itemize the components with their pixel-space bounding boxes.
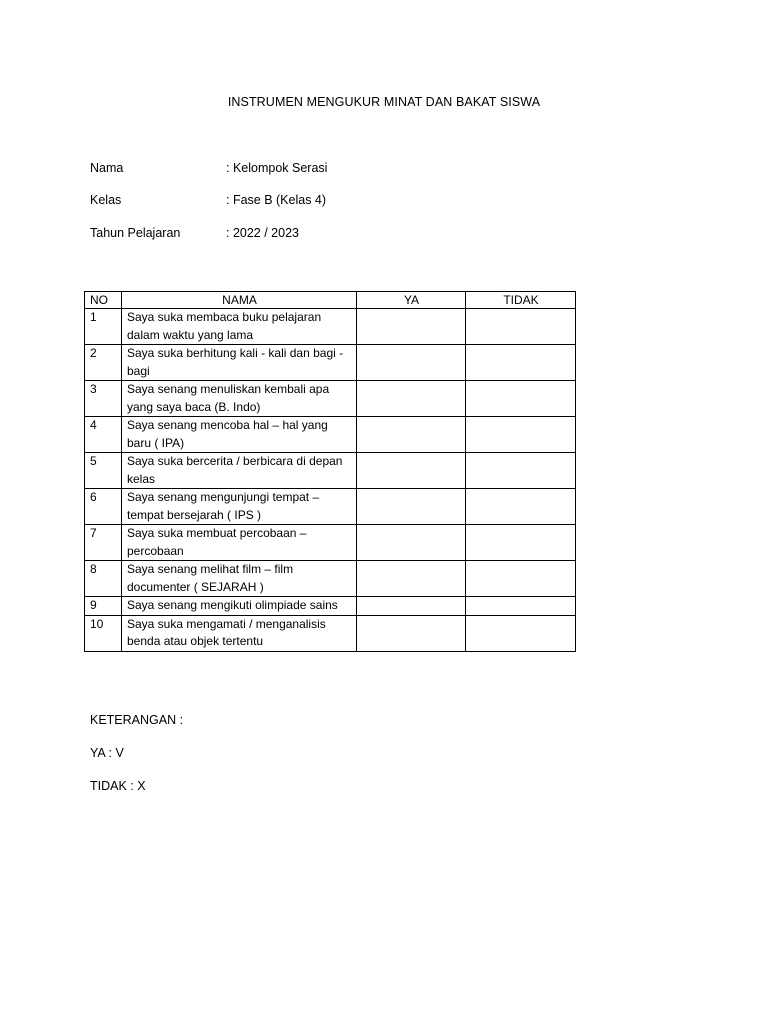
row-number: 8 — [85, 561, 122, 597]
info-label-nama: Nama — [90, 161, 124, 175]
row-ya-cell[interactable] — [357, 525, 466, 561]
row-ya-cell[interactable] — [357, 417, 466, 453]
table-row — [85, 309, 576, 345]
row-tidak-cell[interactable] — [466, 345, 576, 381]
row-statement: Saya senang mencoba hal – hal yang baru ( IPA) — [122, 417, 357, 453]
row-statement: Saya suka membaca buku pelajaran dalam waktu yang lama — [122, 309, 357, 345]
row-number: 6 — [85, 489, 122, 525]
info-label-kelas: Kelas — [90, 193, 122, 207]
row-tidak-cell[interactable] — [466, 381, 576, 417]
table-row — [85, 525, 576, 561]
row-statement: Saya senang menuliskan kembali apa yang saya baca (B. Indo) — [122, 381, 357, 417]
info-value-kelas: : Fase B (Kelas 4) — [226, 193, 327, 207]
row-tidak-cell[interactable] — [466, 417, 576, 453]
row-ya-cell[interactable] — [357, 489, 466, 525]
row-number: 1 — [85, 309, 122, 345]
table-row — [85, 615, 576, 651]
table-row — [85, 597, 576, 616]
row-statement: Saya senang mengikuti olimpiade sains — [122, 597, 357, 616]
row-ya-cell[interactable] — [357, 345, 466, 381]
row-statement: Saya senang melihat film – film documenter ( SEJARAH ) — [122, 561, 357, 597]
row-number: 5 — [85, 453, 122, 489]
row-number: 7 — [85, 525, 122, 561]
table-row — [85, 453, 576, 489]
row-ya-cell[interactable] — [357, 615, 466, 651]
notes-ya-legend: YA : V — [90, 746, 124, 760]
info-value-nama: : Kelompok Serasi — [226, 161, 328, 175]
notes-heading: KETERANGAN : — [90, 713, 184, 727]
row-ya-cell[interactable] — [357, 453, 466, 489]
row-tidak-cell[interactable] — [466, 615, 576, 651]
row-statement: Saya suka berhitung kali - kali dan bagi - bagi — [122, 345, 357, 381]
row-statement: Saya suka mengamati / menganalisis benda atau objek tertentu — [122, 615, 357, 651]
row-tidak-cell[interactable] — [466, 561, 576, 597]
table-header-row — [85, 292, 576, 309]
header-no: NO — [85, 292, 122, 309]
row-ya-cell[interactable] — [357, 381, 466, 417]
notes-tidak-legend: TIDAK : X — [90, 779, 146, 793]
table-row — [85, 489, 576, 525]
row-tidak-cell[interactable] — [466, 309, 576, 345]
header-ya: YA — [357, 292, 466, 309]
row-number: 9 — [85, 597, 122, 616]
document-title: INSTRUMEN MENGUKUR MINAT DAN BAKAT SISWA — [227, 95, 541, 109]
row-tidak-cell[interactable] — [466, 453, 576, 489]
table-row — [85, 417, 576, 453]
header-nama: NAMA — [122, 292, 357, 309]
info-value-tahun-pelajaran: : 2022 / 2023 — [226, 226, 299, 240]
row-tidak-cell[interactable] — [466, 525, 576, 561]
info-label-tahun-pelajaran: Tahun Pelajaran — [90, 226, 181, 240]
row-ya-cell[interactable] — [357, 309, 466, 345]
row-statement: Saya senang mengunjungi tempat – tempat bersejarah ( IPS ) — [122, 489, 357, 525]
row-number: 10 — [85, 615, 122, 651]
row-number: 3 — [85, 381, 122, 417]
table-row — [85, 345, 576, 381]
row-ya-cell[interactable] — [357, 561, 466, 597]
table-row — [85, 381, 576, 417]
row-statement: Saya suka membuat percobaan – percobaan — [122, 525, 357, 561]
table-row — [85, 561, 576, 597]
row-ya-cell[interactable] — [357, 597, 466, 616]
header-tidak: TIDAK — [466, 292, 576, 309]
row-number: 4 — [85, 417, 122, 453]
row-number: 2 — [85, 345, 122, 381]
row-statement: Saya suka bercerita / berbicara di depan kelas — [122, 453, 357, 489]
instrument-table — [84, 291, 576, 652]
row-tidak-cell[interactable] — [466, 489, 576, 525]
row-tidak-cell[interactable] — [466, 597, 576, 616]
